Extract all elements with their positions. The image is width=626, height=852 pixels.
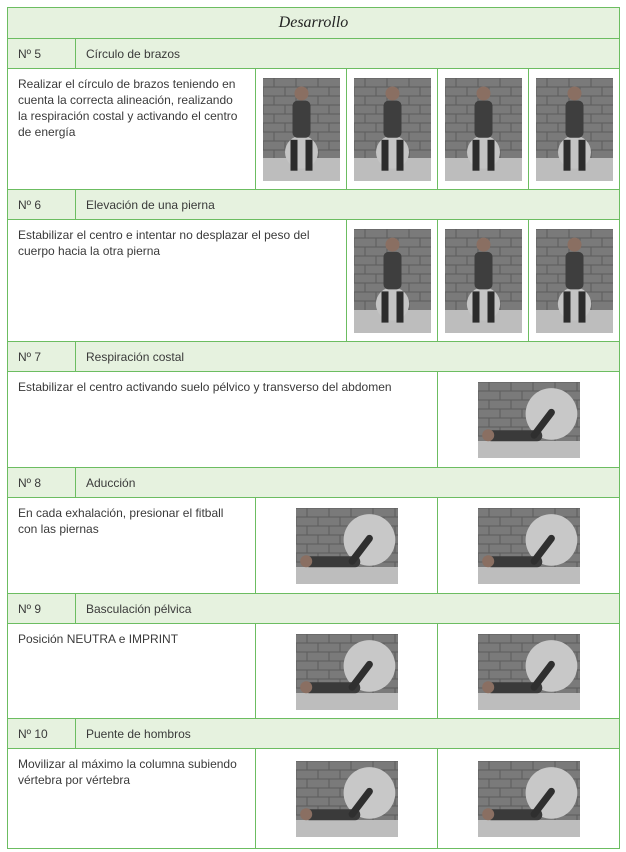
bridge-up-photo <box>478 761 580 837</box>
exercise-name: Respiración costal <box>75 341 620 372</box>
seated-ball-arms-wide-photo <box>536 78 613 181</box>
exercise-name: Círculo de brazos <box>75 38 620 69</box>
photo-cell <box>528 68 620 190</box>
exercise-number: Nº 10 <box>7 718 76 749</box>
exercise-description: Estabilizar el centro e intentar no desplazar el peso del cuerpo hacia la otra pierna <box>7 219 347 342</box>
pelvic-neutral-photo <box>296 634 398 710</box>
supine-ball-breathing-photo <box>478 382 580 458</box>
section-title: Desarrollo <box>7 7 620 39</box>
seated-ball-side-photo <box>536 229 613 333</box>
seated-ball-front-photo <box>354 229 431 333</box>
exercise-number: Nº 5 <box>7 38 76 69</box>
exercise-description: En cada exhalación, presionar el fitball con las piernas <box>7 497 256 594</box>
photo-cell <box>255 623 438 719</box>
supine-adduction-press-photo <box>478 508 580 584</box>
photo-cell <box>437 219 529 342</box>
exercise-table <box>7 7 619 848</box>
photo-cell <box>255 748 438 849</box>
exercise-name: Puente de hombros <box>75 718 620 749</box>
pelvic-imprint-photo <box>478 634 580 710</box>
seated-ball-arms-up-photo <box>445 78 522 181</box>
exercise-number: Nº 7 <box>7 341 76 372</box>
exercise-name: Elevación de una pierna <box>75 189 620 220</box>
exercise-description: Movilizar al máximo la columna subiendo vértebra por vértebra <box>7 748 256 849</box>
photo-cell <box>255 68 347 190</box>
exercise-name: Basculación pélvica <box>75 593 620 624</box>
photo-cell <box>437 497 620 594</box>
photo-cell <box>437 623 620 719</box>
seated-ball-arms-side-photo <box>354 78 431 181</box>
supine-adduction-start-photo <box>296 508 398 584</box>
photo-cell <box>437 68 529 190</box>
seated-ball-leg-lift-photo <box>445 229 522 333</box>
exercise-number: Nº 6 <box>7 189 76 220</box>
photo-cell <box>528 219 620 342</box>
photo-cell <box>437 371 620 468</box>
exercise-description: Realizar el círculo de brazos teniendo en cuenta la correcta alineación, realizando la respiración costal y activando el centro de energía <box>7 68 256 190</box>
photo-cell <box>346 68 438 190</box>
seated-ball-arms-down-photo <box>263 78 340 181</box>
bridge-start-photo <box>296 761 398 837</box>
photo-cell <box>346 219 438 342</box>
exercise-name: Aducción <box>75 467 620 498</box>
exercise-description: Posición NEUTRA e IMPRINT <box>7 623 256 719</box>
exercise-number: Nº 8 <box>7 467 76 498</box>
exercise-number: Nº 9 <box>7 593 76 624</box>
photo-cell <box>437 748 620 849</box>
photo-cell <box>255 497 438 594</box>
exercise-description: Estabilizar el centro activando suelo pélvico y transverso del abdomen <box>7 371 438 468</box>
